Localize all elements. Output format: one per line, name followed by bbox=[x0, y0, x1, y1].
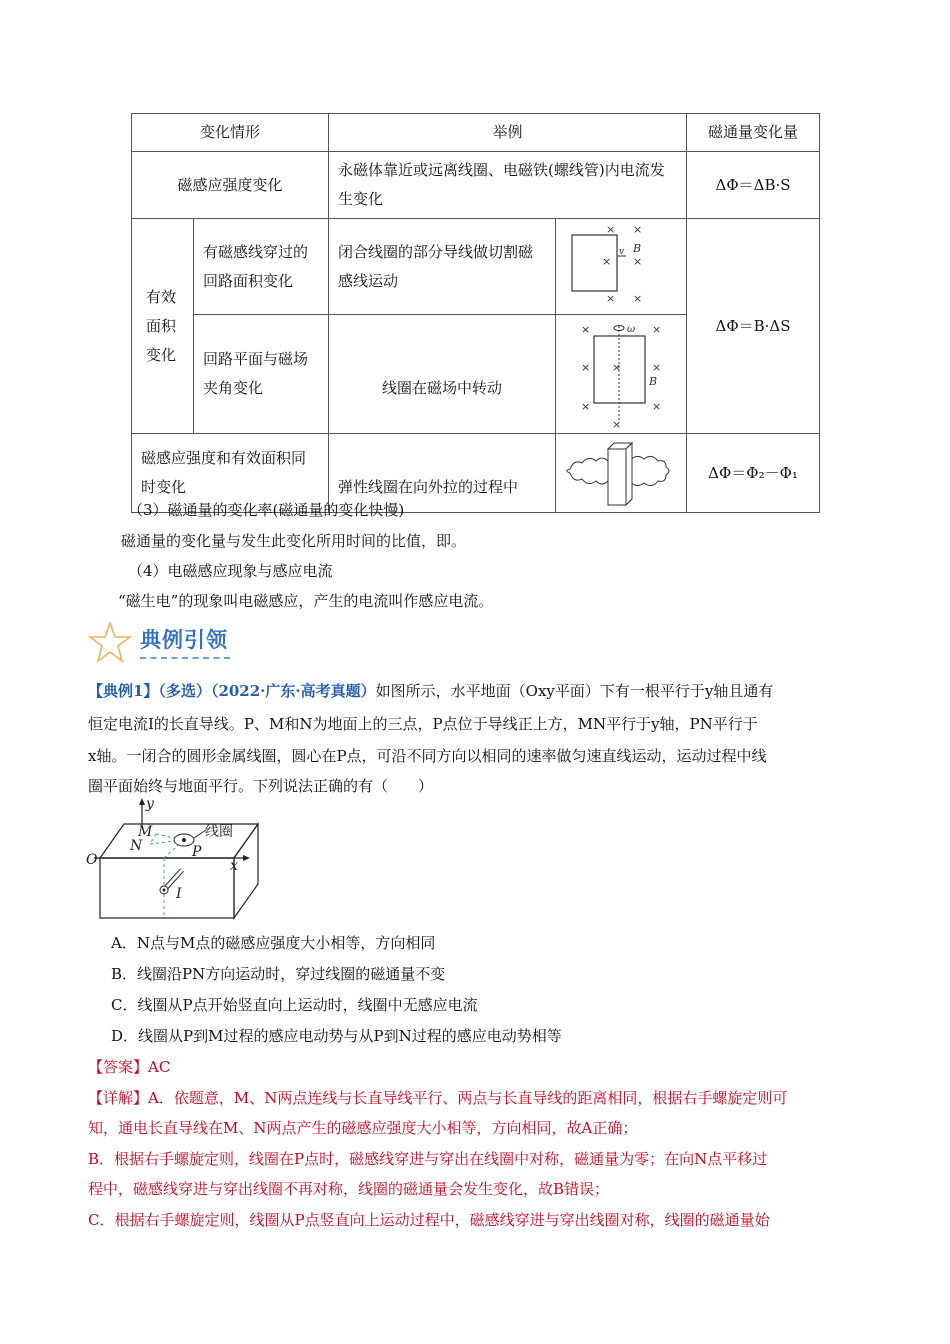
svg-text:×: × bbox=[652, 399, 662, 413]
row2-example: 闭合线圈的部分导线做切割磁感线运动 bbox=[329, 219, 556, 315]
option-a: A．N点与M点的磁感应强度大小相等，方向相同 bbox=[111, 934, 436, 952]
header-situation: 变化情形 bbox=[132, 114, 329, 152]
section-title: 典例引领 bbox=[140, 628, 228, 652]
svg-text:×: × bbox=[581, 399, 591, 413]
flux-change-table bbox=[131, 113, 820, 513]
example-tag: 【典例1】（多选）（2022·广东·高考真题） bbox=[88, 682, 376, 700]
svg-text:×: × bbox=[612, 417, 622, 431]
svg-text:×: × bbox=[602, 254, 612, 268]
svg-text:×: × bbox=[652, 322, 662, 336]
rotating-coil-figure bbox=[556, 316, 687, 433]
row4-situation: 磁感应强度和有效面积同时变化 bbox=[132, 434, 329, 513]
v-label: v bbox=[619, 246, 625, 257]
svg-text:×: × bbox=[612, 360, 622, 374]
svg-text:×: × bbox=[633, 222, 643, 236]
note3-title: （3）磁通量的变化率(磁通量的变化快慢) bbox=[128, 501, 405, 519]
row3-situation: 回路平面与磁场夹角变化 bbox=[194, 315, 329, 434]
row4-figure bbox=[556, 434, 687, 513]
option-b: B．线圈沿PN方向运动时，穿过线圈的磁通量不变 bbox=[111, 965, 446, 983]
b-label-1: B bbox=[633, 241, 642, 255]
elastic-coil-figure bbox=[556, 435, 687, 512]
detail-line-4: 程中，磁感线穿进与穿出线圈不再对称，线圈的磁通量会发生变化，故B错误； bbox=[88, 1180, 610, 1198]
row4-formula: ΔΦ＝Φ₂－Φ₁ bbox=[687, 434, 820, 513]
row3-figure bbox=[556, 315, 687, 434]
row4-example: 弹性线圈在向外拉的过程中 bbox=[329, 434, 556, 513]
row2-situation: 有磁感线穿过的回路面积变化 bbox=[194, 219, 329, 315]
header-example: 举例 bbox=[329, 114, 687, 152]
svg-text:×: × bbox=[652, 360, 662, 374]
fig-y-label: y bbox=[146, 798, 154, 812]
row2-figure bbox=[556, 219, 687, 315]
moving-rod-figure bbox=[556, 220, 687, 314]
group-formula: ΔΦ＝B·ΔS bbox=[687, 219, 820, 434]
row3-example: 线圈在磁场中转动 bbox=[329, 315, 556, 434]
stem-line-3: x轴。一闭合的圆形金属线圈，圆心在P点，可沿不同方向以相同的速率做匀速直线运动，运动过程中线 bbox=[88, 747, 767, 765]
row-group-label: 有效面积变化 bbox=[132, 219, 194, 434]
omega-label: ω bbox=[627, 323, 636, 335]
example-first-line bbox=[88, 680, 773, 702]
section-underline bbox=[140, 657, 230, 659]
svg-text:×: × bbox=[606, 222, 616, 236]
note4-title: （4）电磁感应现象与感应电流 bbox=[128, 562, 333, 580]
fig-i-label: I bbox=[176, 886, 182, 902]
detail-line-1: 【详解】A．依题意，M、N两点连线与长直导线平行、两点与长直导线的距离相同，根据右手螺旋定则可 bbox=[88, 1089, 788, 1107]
svg-text:×: × bbox=[606, 291, 616, 305]
header-flux-change: 磁通量变化量 bbox=[687, 114, 820, 152]
fig-x-label: x bbox=[230, 858, 238, 874]
note3-body: 磁通量的变化量与发生此变化所用时间的比值，即。 bbox=[121, 532, 467, 550]
row1-formula: ΔΦ＝ΔB·S bbox=[687, 152, 820, 219]
answer: 【答案】AC bbox=[88, 1058, 171, 1076]
fig-o-label: O bbox=[86, 852, 98, 868]
option-c: C．线圈从P点开始竖直向上运动时，线圈中无感应电流 bbox=[111, 996, 478, 1014]
stem-line-2: 恒定电流I的长直导线。P、M和N为地面上的三点，P点位于导线正上方，MN平行于y轴，PN平行于 bbox=[88, 715, 758, 733]
note4-body: “磁生电”的现象叫电磁感应，产生的电流叫作感应电流。 bbox=[118, 592, 494, 610]
fig-p-label: P bbox=[192, 844, 202, 860]
row1-situation: 磁感应强度变化 bbox=[132, 152, 329, 219]
stem-line-1: 如图所示，水平地面（Oxy平面）下有一根平行于y轴且通有 bbox=[375, 682, 774, 700]
fig-coil-label: 线圈 bbox=[205, 824, 233, 840]
option-d: D．线圈从P到M过程的感应电动势与从P到N过程的感应电动势相等 bbox=[111, 1027, 562, 1045]
detail-line-2: 知，通电长直导线在M、N两点产生的磁感应强度大小相等，方向相同，故A正确； bbox=[88, 1119, 638, 1137]
svg-text:×: × bbox=[581, 322, 591, 336]
stem-line-4: 圈平面始终与地面平行。下列说法正确的有（ ） bbox=[88, 777, 434, 795]
detail-line-5: C．根据右手螺旋定则，线圈从P点竖直向上运动过程中，磁感线穿进与穿出线圈对称，线圈的磁通量始 bbox=[88, 1211, 770, 1229]
b-label-2: B bbox=[649, 374, 658, 388]
row1-example: 永磁体靠近或远离线圈、电磁铁(螺线管)内电流发生变化 bbox=[329, 152, 687, 219]
svg-text:×: × bbox=[581, 360, 591, 374]
star-icon bbox=[88, 621, 132, 663]
svg-text:×: × bbox=[633, 291, 643, 305]
fig-n-label: N bbox=[130, 838, 143, 854]
wire-coil-figure bbox=[84, 798, 264, 924]
detail-line-3: B．根据右手螺旋定则，线圈在P点时，磁感线穿进与穿出在线圈中对称，磁通量为零；在向N点平移过 bbox=[88, 1150, 768, 1168]
fig-m-label: M bbox=[138, 824, 153, 840]
svg-text:×: × bbox=[633, 254, 643, 268]
